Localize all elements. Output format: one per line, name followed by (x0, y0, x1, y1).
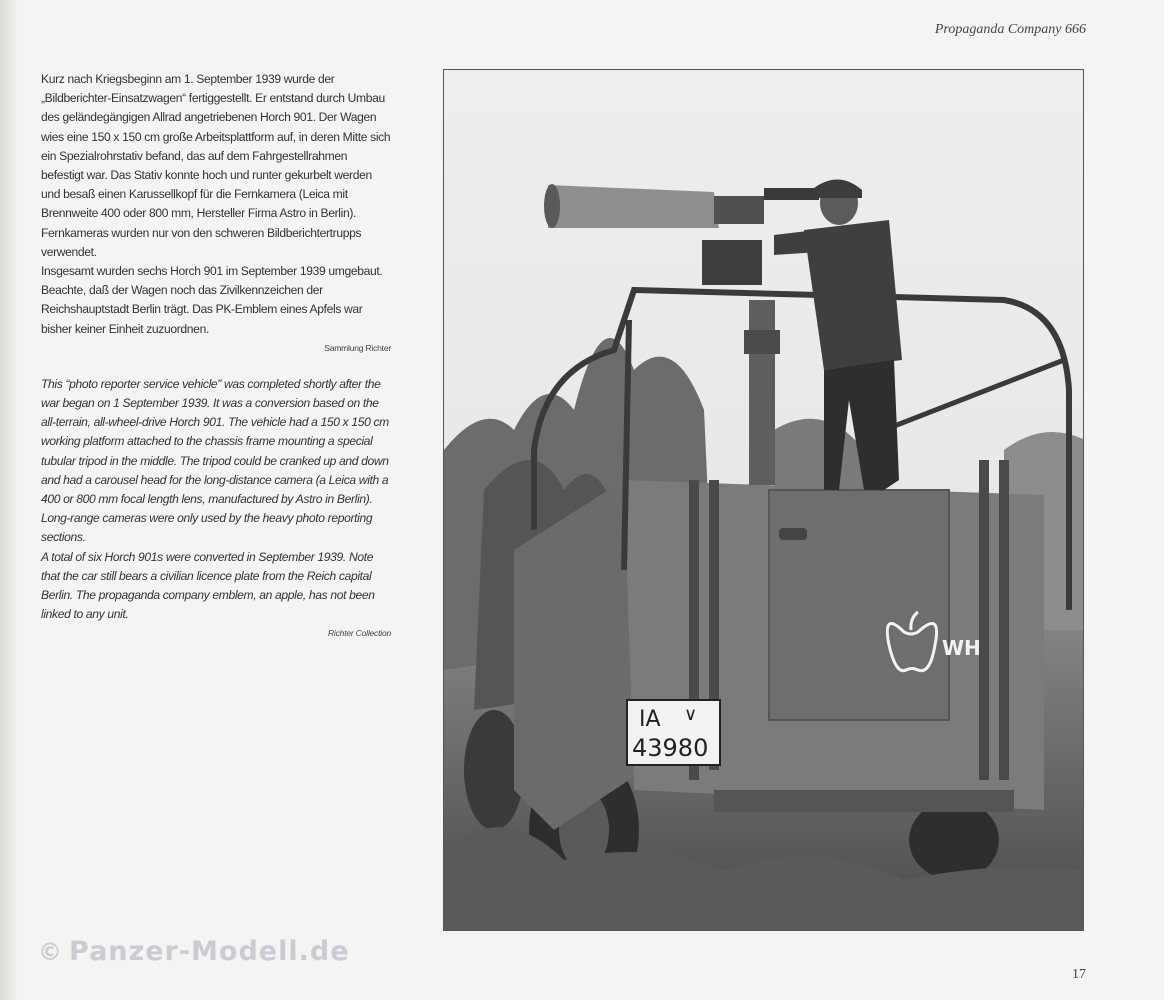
caption-de-credit: Sammlung Richter (324, 342, 391, 353)
soldier-trousers (824, 360, 899, 490)
door-handle (779, 528, 807, 540)
vehicle-marking: WH (942, 636, 981, 660)
camera-body (714, 196, 764, 224)
svg-text:∨: ∨ (684, 704, 698, 725)
caption-en-credit: Richter Collection (327, 628, 391, 639)
page-gutter-shadow (0, 0, 18, 1000)
carousel-head (702, 240, 762, 285)
photograph (443, 69, 1084, 931)
watermark-text: Panzer-Modell.de (69, 936, 350, 967)
page-number: 17 (1072, 967, 1086, 982)
caption-column (41, 70, 391, 638)
rear-bumper (714, 790, 1014, 812)
plate-line-2: 43980 (632, 734, 709, 762)
caption-de-paragraph-2: Insgesamt wurden sechs Horch 901 im September 1939 umgebaut. Beachte, daß der Wagen noch das Zivilkennzeichen der Reichshauptstadt Berlin trägt. Das PK-Emblem eines Apfels war bisher keiner Einheit zuzuordnen. (41, 264, 383, 336)
copyright-icon: © (38, 938, 63, 966)
rear-door (769, 490, 949, 720)
watermark (38, 936, 350, 967)
running-head: Propaganda Company 666 (934, 22, 1086, 37)
tripod-column (749, 300, 775, 485)
photograph-illustration (444, 70, 1084, 931)
caption-de-paragraph-1: Kurz nach Kriegsbeginn am 1. September 1939 wurde der „Bildberichter-Einsatzwagen“ fertiggestellt. Er entstand durch Umbau des geländegängigen Allrad angetriebenen Horch 901. Der Wagen wies eine 150 x 150 cm große Arbeitsplattform auf, in deren Mitte sich ein Spezialrohrstativ befand, das auf dem Fahrgestellrahmen befestigt war. Das Stativ konnte hoch und runter gekurbelt werden und besaß einen Karussellkopf für die Fernkamera (Leica mit Brennweite 400 oder 800 mm, Hersteller Firma Astro in Berlin). Fernkameras wurden nur von den schweren Bildberichtertrupps verwendet. (41, 72, 391, 259)
plate-line-1: IA (639, 707, 661, 732)
caption-en-paragraph-2: A total of six Horch 901s were converted in September 1939. Note that the car still bears a civilian licence plate from the Reich capital Berlin. The propaganda company emblem, an apple, has not been linked to any unit. (41, 549, 375, 622)
caption-en-paragraph-1: This “photo reporter service vehicle” was completed shortly after the war began on 1 September 1939. It was a conversion based on the all-terrain, all-wheel-drive Horch 901. The vehicle had a 150 x 150 cm working platform attached to the chassis frame mounting a special tubular tripod in the middle. The tripod could be cranked up and down and had a carousel head for the long-distance camera (a Leica with a 400 or 800 mm focal length lens, manufactured by Astro in Berlin). Long-range cameras were only used by the heavy photo reporting sections. (41, 376, 389, 545)
telephoto-lens (548, 185, 719, 228)
